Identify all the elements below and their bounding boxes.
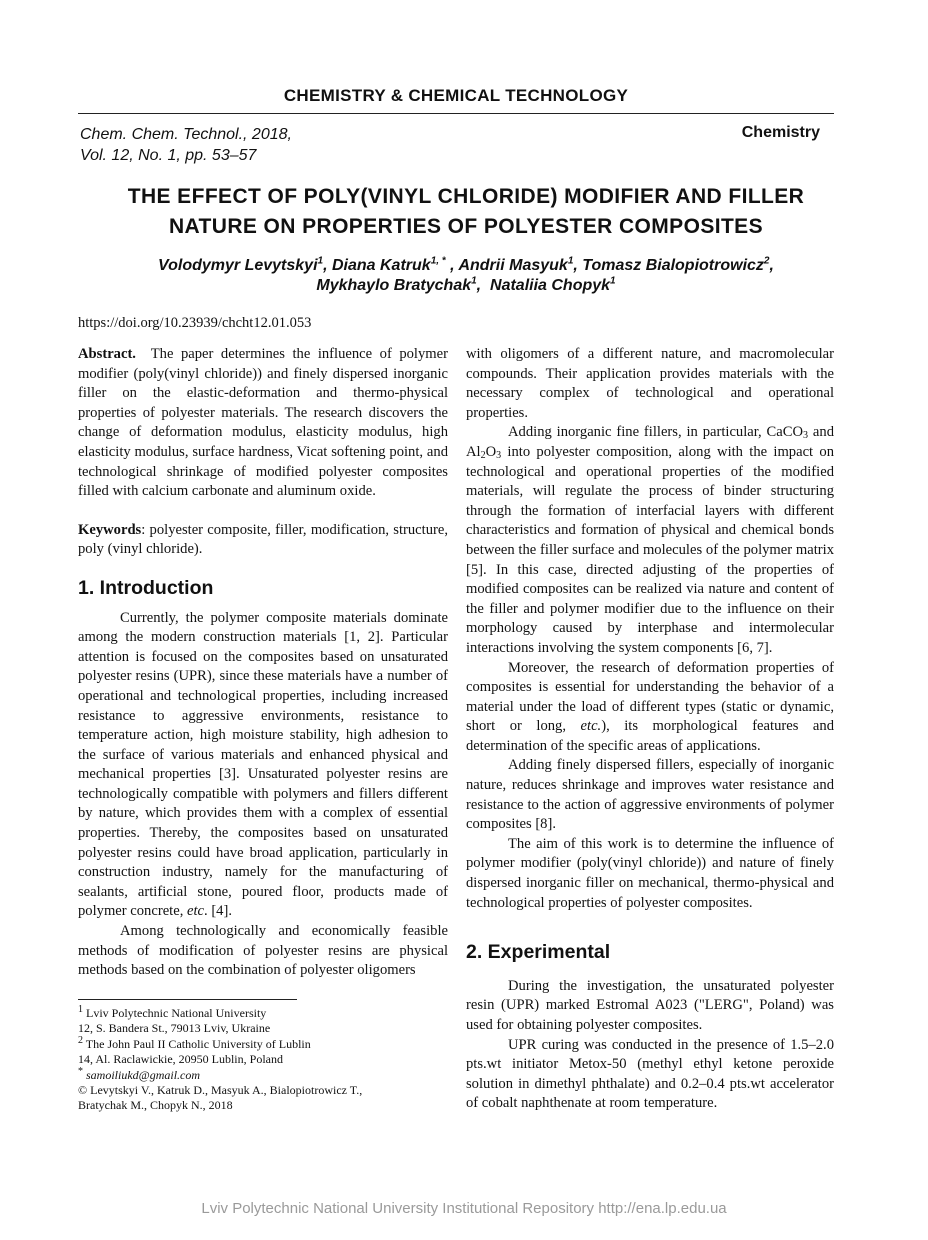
- footnote-email: [78, 1065, 448, 1083]
- footnote-mark: *: [78, 1065, 83, 1077]
- aim-paragraph: The aim of this work is to determine the influence of polymer modifier (poly(vinyl chloride)) and nature of finely dispersed inorganic filler on mechanical, thermo-physical and technological properties of polyester composites.: [466, 835, 834, 911]
- section-label: Chemistry: [741, 124, 820, 141]
- intro-paragraph-text: Currently, the polymer composite materials dominate among the modern construction materials [1, 2]. Particular attention is focused on the composites based on unsaturated polyester resins (UPR), since these materials have a number of operational and technological properties, including increased resistance to aggressive environments, resistance to temperature action, high moisture stability, high adhesion to the surface of various materials and enhanced physical and mechanical properties [3]. Unsaturated polyester resins are technologically compatible with polymers and fillers different by nature, which provides them with a complex of essential properties. Thereby, the composites based on unsaturated polyester resins could have broad application, particularly in construction industry, namely for the manufacturing of sealants, artificial stone, poured floor, products made of polymer concrete,: [78, 609, 448, 920]
- repository-footer: Lviv Polytechnic National University Institutional Repository http://ena.lp.edu.ua: [201, 1200, 727, 1217]
- citation-line-1: Chem. Chem. Technol., 2018,: [80, 126, 292, 143]
- abstract: [78, 345, 448, 502]
- author-name: Andrii Masyuk: [458, 257, 568, 274]
- affiliation-mark: 2: [763, 255, 770, 267]
- author-line-1: Volodymyr Levytskyi$^1$, Diana Katruk$^{1, *}$ , Andrii Masyuk$^1$, Tomasz Bialopiotrowicz$^2$,: [158, 255, 774, 274]
- citation-line-2: Vol. 12, No. 1, pp. 53–57: [80, 147, 257, 164]
- text-run: O: [485, 443, 497, 460]
- experimental-paragraph: During the investigation, the unsaturated polyester resin (UPR) marked Estromal A023 ("LERG", Poland) was used for obtaining polyester composites.: [466, 977, 834, 1033]
- section-heading-experimental: 2. Experimental: [466, 941, 611, 964]
- title-line-1: THE EFFECT OF POLY(VINYL CHLORIDE) MODIFIER AND FILLER: [127, 185, 805, 208]
- keywords-label: Keywords: [78, 521, 142, 538]
- abstract-text: The paper determines the influence of polymer modifier (poly(vinyl chloride)) and finely dispersed inorganic filler on the elastic-deformation and thermo-physical properties of polyester materials. The research discovers the change of deformation modulus, elasticity modulus, high elasticity modulus, surface hardness, Vicat softening point, and technological shrinkage of modified polyester composites filled with calcium carbonate and aluminum oxide.: [78, 346, 448, 500]
- copyright-line-2: Bratychak M., Chopyk N., 2018: [78, 1098, 233, 1113]
- keywords: [78, 521, 448, 560]
- title-line-2: NATURE ON PROPERTIES OF POLYESTER COMPOSITES: [168, 215, 763, 238]
- footnote-rule: [78, 999, 297, 1000]
- footnote-mark: 1: [78, 1004, 83, 1015]
- right-column: [466, 345, 834, 1114]
- author-name: Diana Katruk: [331, 257, 431, 274]
- footnotes: [78, 1006, 448, 1114]
- paper-title: [78, 182, 854, 242]
- abstract-label: Abstract.: [78, 346, 136, 362]
- footnote-text: The John Paul II Catholic University of Lublin: [83, 1036, 311, 1051]
- deformation-paragraph: [466, 659, 834, 757]
- author-name: Tomasz Bialopiotrowicz: [582, 257, 764, 274]
- curing-paragraph: UPR curing was conducted in the presence of 1.5–2.0 pts.wt initiator Metox-50 (methyl ethyl ketone peroxide solution in dimethyl phthalate) and 0.2–0.4 pts.wt accelerator of cobalt naphthenate at room temperature.: [466, 1036, 834, 1112]
- footnote-affiliation-1: [78, 1006, 448, 1021]
- affiliation-mark: 1: [567, 255, 574, 267]
- footnote-text: Lviv Polytechnic National University: [83, 1006, 267, 1020]
- author-name: Mykhaylo Bratychak: [316, 277, 472, 294]
- footnote-address-1: 12, S. Bandera St., 79013 Lviv, Ukraine: [78, 1021, 271, 1036]
- shrinkage-paragraph: Adding finely dispersed fillers, especially of inorganic nature, reduces shrinkage and improves water resistance and resistance to the action of aggressive environments of polymer composites [8].: [466, 757, 834, 833]
- text-run: ), its morphological features and determination of the specific areas of applications.: [466, 718, 834, 754]
- subscript: 3: [496, 449, 502, 461]
- fillers-paragraph: [466, 423, 834, 658]
- etc-italic: etc: [187, 903, 205, 920]
- footnote-mark: 2: [78, 1034, 83, 1046]
- footnote-address-2: 14, Al. Raclawickie, 20950 Lublin, Poland: [78, 1052, 283, 1067]
- text-run: Adding inorganic fine fillers, in particular, CaCO: [508, 424, 804, 441]
- text-run: Moreover, the research of deformation properties of composites is essential for understanding the behavior of a material under the load of different types (static or dynamic, short or long,: [466, 659, 834, 735]
- author-line-2: Mykhaylo Bratychak$^1$, Nataliia Chopyk$^1$: [316, 275, 616, 294]
- subscript: 3: [803, 430, 809, 442]
- author-name: Volodymyr Levytskyi: [158, 257, 318, 274]
- author-name: Nataliia Chopyk: [490, 277, 611, 294]
- intro-paragraph-2: Among technologically and economically feasible methods of modification of polyester resins are physical methods based on the combination of polyester oligomers: [78, 923, 448, 979]
- affiliation-mark: 1: [317, 255, 324, 267]
- header-rule: [78, 113, 834, 114]
- affiliation-mark: 1, *: [430, 255, 446, 267]
- affiliation-mark: 1: [471, 275, 477, 287]
- etc-italic: etc.: [580, 718, 602, 735]
- doi-link[interactable]: https://doi.org/10.23939/chcht12.01.053: [78, 315, 312, 331]
- intro-paragraph: [78, 609, 448, 923]
- author-list: [78, 256, 854, 296]
- affiliation-mark: 1: [610, 275, 616, 287]
- subscript: 2: [480, 449, 486, 461]
- copyright-line-1: © Levytskyi V., Katruk D., Masyuk A., Bialopiotrowicz T.,: [78, 1083, 363, 1098]
- intro-paragraph-end: . [4].: [204, 903, 232, 920]
- journal-header: CHEMISTRY & CHEMICAL TECHNOLOGY: [283, 86, 629, 105]
- footnote-affiliation-2: [78, 1034, 448, 1052]
- section-heading-introduction: 1. Introduction: [78, 576, 214, 599]
- continued-paragraph: with oligomers of a different nature, and macromolecular compounds. Their application provides materials with the necessary complex of technological and operational properties.: [466, 346, 834, 421]
- citation: [80, 124, 292, 166]
- email-address[interactable]: samoiliukd@gmail.com: [86, 1067, 201, 1082]
- text-run: into polyester composition, along with the impact on technological and operational properties of the modified materials, will regulate the process of binder structuring through the formation of interfacial layers with different characteristics and formation of physical and chemical bonds between the filler surface and molecules of the polymer matrix [5]. In this case, directed adjusting of the properties of modified composites can be realized via nature and content of the filler and polymer modifier due to the influence on their morphology caused by interphase and intermolecular interactions involving the system components [6, 7].: [466, 443, 834, 656]
- keywords-text: : polyester composite, filler, modification, structure, poly (vinyl chloride).: [78, 521, 448, 558]
- text-run: and Al: [466, 424, 834, 460]
- left-column: [78, 345, 448, 981]
